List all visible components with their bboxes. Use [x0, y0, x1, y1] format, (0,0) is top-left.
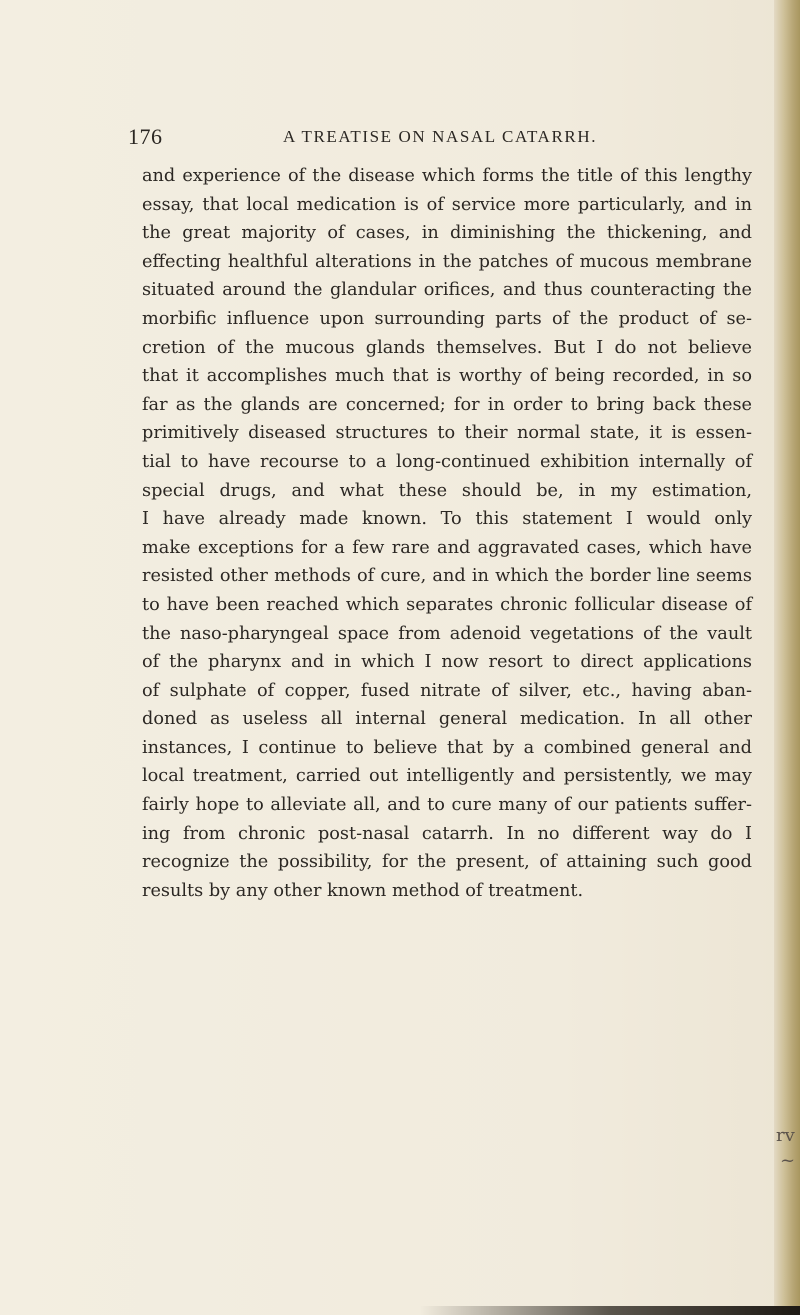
text-line: instances, I continue to believe that by a combined general and	[142, 737, 752, 758]
page-number: 176	[128, 124, 163, 149]
page-edge	[774, 0, 800, 1315]
running-head: A TREATISE ON NASAL CATARRH.	[283, 127, 598, 146]
text-line: I have already made known. To this statement I would only	[142, 509, 752, 530]
margin-mark: rv	[776, 1125, 795, 1146]
body-paragraph	[142, 162, 752, 905]
text-line: essay, that local medication is of service more particularly, and in	[142, 194, 752, 215]
text-line-last: results by any other known method of treatment.	[142, 880, 584, 901]
text-line: resisted other methods of cure, and in which the border line seems	[142, 566, 752, 587]
text-line: recognize the possibility, for the present, of attaining such good	[142, 852, 752, 873]
text-line: far as the glands are concerned; for in order to bring back these	[142, 394, 752, 415]
text-line: the great majority of cases, in diminishing the thickening, and	[142, 223, 752, 244]
text-line: of sulphate of copper, fused nitrate of silver, etc., having aban-	[142, 680, 752, 701]
text-line: tial to have recourse to a long-continued exhibition internally of	[142, 451, 752, 472]
text-line: situated around the glandular orifices, and thus counteracting the	[142, 280, 752, 301]
text-line: effecting healthful alterations in the patches of mucous membrane	[142, 251, 752, 272]
text-line: that it accomplishes much that is worthy of being recorded, in so	[142, 366, 752, 387]
text-line: and experience of the disease which forms the title of this lengthy	[142, 166, 752, 186]
text-line: to have been reached which separates chronic follicular disease of	[142, 594, 752, 615]
text-line: make exceptions for a few rare and aggravated cases, which have	[142, 537, 752, 558]
text-line: ing from chronic post-nasal catarrh. In no different way do I	[142, 823, 752, 844]
page-header	[128, 124, 748, 152]
text-line: local treatment, carried out intelligently and persistently, we may	[142, 766, 752, 787]
text-line: doned as useless all internal general medication. In all other	[142, 709, 752, 730]
text-line: morbific influence upon surrounding parts of the product of se-	[142, 308, 752, 329]
text-line: the naso-pharyngeal space from adenoid vegetations of the vault	[142, 623, 752, 644]
margin-mark-lower: ~	[780, 1150, 796, 1171]
text-line: primitively diseased structures to their normal state, it is essen-	[142, 423, 752, 444]
text-line: cretion of the mucous glands themselves. But I do not believe	[142, 337, 752, 358]
page-bottom-shadow	[420, 1306, 800, 1315]
text-line: fairly hope to alleviate all, and to cure many of our patients suffer-	[142, 795, 752, 816]
text-line: of the pharynx and in which I now resort to direct applications	[142, 652, 752, 673]
text-line: special drugs, and what these should be, in my estimation,	[142, 480, 752, 501]
